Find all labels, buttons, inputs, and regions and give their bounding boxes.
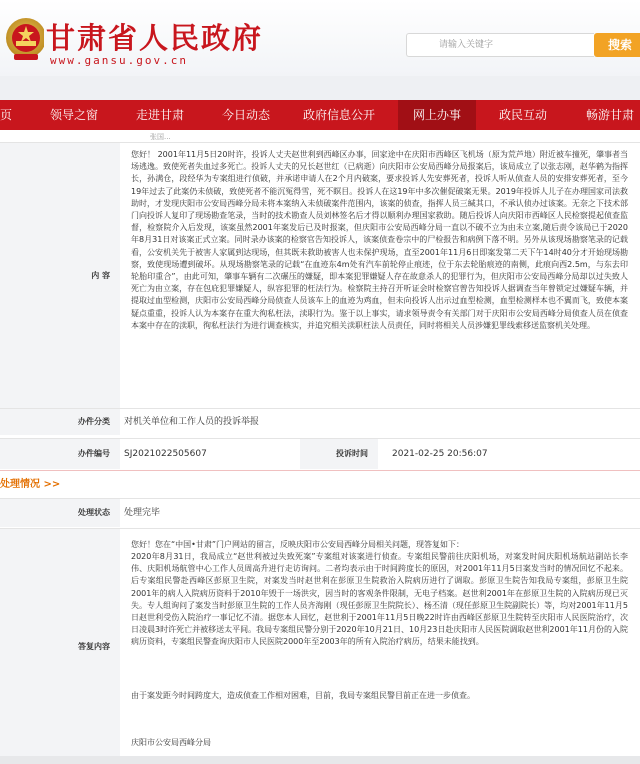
- reply-closing: 由于案发距今时间跨度大，造成侦查工作相对困难，目前，我局专案组民警目前正在进一步侦查。: [131, 691, 475, 700]
- processing-section-title[interactable]: 处理情况 >>: [0, 479, 61, 490]
- content-label: 内 容: [0, 143, 120, 408]
- content-text: 您好！ 2001年11月5日20时许，投诉人丈夫赵世利到西峰区办事，回家途中在庆阳市西峰区飞机场（原为荒芦地）附近被车撞死，肇事者当场逃逸。致使死者失血过多死亡。投诉人丈夫的兄长赵世红（已病逝）向庆阳市公安局西峰分局报案后，该局成立了以张志刚，赵华鹤为指挥长，孙满仓，段经华为专案组进行侦破，并承诺申请人在2个月内破案，要求投诉人先安葬死者，投诉人听从侦查人员的安排安葬死者，至今19年过去了此案仍未侦破，致使死者不能沉冤得雪，死不瞑目。投诉人在这19年中多次催促破案无果。2019年投诉人儿子在办理国家司法救助时，才发现庆阳市公安局西峰分局未将本案纳入未侦破案件范围内，该案的侦查，指挥人员三缄其口，不承认侦办过该案。无奈之下技术部门向投诉人复印了现场勘查笔录，当时的技术勘查人员刘林签名后才得以顺利办理国家救助。随后投诉人向庆阳市西峰区人民检察提起侦查监督，检察院介入后发现，该案虽然2001年案发后已及时报案，但庆阳市公安局西峰分局一直以不破不立为由未立案,随后责令该局已于2020年8月31日对该案正式立案。同时录办该案的检察官告知投诉人，该案侦查卷宗中的尸检报告和病例下落不明。另外从该现场勘察笔录的记载看，公安机关先于被害人家属到达现场，但其既未救助被害人也未保护现场，直至2001年11月6日即案发第二天下午14时40分才开始现场勘察，致使现场遭到破坏。从现场勘察笔录的记载“在血迹东4m处有汽车前轮停止痕迹，位于东去轮胎痕迹的南侧，此痕向西2.5m，与东去印轮胎印重合”，由此可知，肇事车辆有二次碾压的嫌疑，即本案犯罪嫌疑人存在故意杀人的犯罪行为，但庆阳市公安局西峰分局却以过失致人死亡为由立案，存在包庇犯罪嫌疑人，纵容犯罪的枉法行为。检察院主持召开听证会时检察官曾告知投诉人据调查当年曾锁定过嫌疑车辆，并提取过血型检测，庆阳市公安局西峰分局侦查人员该车上的血迹为鸡血，但未向投诉人出示过血型检测，血型检测样本也不翼而飞，致使本案疑点重重，投诉人认为本案存在重大徇私枉法，渎职行为。鉴于以上事实，请求领导责令有关部门对于庆阳市公安局西峰分局侦查人员在侦查本案中存在的渎职，徇私枉法行为进行调查核实，并追究相关渎职枉法人员责任，同时将相关人员涉嫌犯罪线索移送监察机关处理。: [131, 150, 628, 330]
- reply-greeting: 您好！您在“中国•甘肃”门户网站的留言，反映庆阳市公安局西峰分局相关问题，现答复如下：: [131, 540, 465, 549]
- nav-item-about-gansu[interactable]: 走进甘肃: [136, 108, 185, 122]
- nav-item-home[interactable]: 页: [0, 108, 13, 122]
- reply-label: 答复内容: [0, 529, 120, 764]
- national-emblem-icon: [2, 10, 44, 68]
- status-label: 处理状态: [0, 499, 120, 527]
- nav-item-interaction[interactable]: 政民互动: [499, 108, 548, 122]
- nav-item-tourism[interactable]: 畅游甘肃: [586, 108, 635, 122]
- status-row: [0, 498, 640, 527]
- reply-row: [0, 528, 640, 764]
- nav-item-leaders[interactable]: 领导之窗: [50, 108, 99, 122]
- time-label: 投诉时间: [300, 439, 378, 469]
- number-label: 办件编号: [0, 439, 120, 469]
- site-domain: www.gansu.gov.cn: [50, 54, 188, 67]
- site-title[interactable]: 甘肃省人民政府: [46, 21, 264, 55]
- status-value: 处理完毕: [124, 508, 161, 518]
- processing-section-header: [0, 470, 640, 493]
- reply-signature: 庆阳市公安局西峰分局: [131, 738, 211, 747]
- complaint-detail: [0, 130, 640, 764]
- content-row: [0, 142, 640, 408]
- nav-item-online-service[interactable]: 网上办事: [398, 100, 476, 130]
- page-bottom-edge: [0, 756, 640, 764]
- main-nav: [0, 100, 640, 130]
- number-time-row: [0, 438, 640, 469]
- truncated-text: 张国...: [150, 133, 171, 141]
- category-label: 办件分类: [0, 409, 120, 435]
- nav-item-gov-info[interactable]: 政府信息公开: [303, 108, 376, 122]
- category-row: [0, 408, 640, 435]
- search-button[interactable]: 搜索: [594, 33, 640, 57]
- reply-body: 2020年8月31日，我局成立“赵世利被过失致死案”专案组对该案进行侦查。专案组民警前往庆阳机场，对案发时间庆阳机场航站副站长李伟、庆阳机场航管中心工作人员周高升进行走访询问。二者均表示由于时间跨度长的原因，对2001年11月5日案发当时的情况回忆不起来。后专案组民警赴西峰区彭原卫生院，对案发当时赵世利在彭原卫生院救治入院病历进行了调取。彭原卫生院告知我局专案组，彭原卫生院2001年的病人入院病历资料于2010年毁于一场洪灾，因当时的客观条件限制，无电子档案。赵世利2001年在彭原卫生院的入院病历现已灭失。专人组询问了案发当时彭原卫生院的工作人员齐海刚（现任彭原卫生院院长）、杨丕清（现任彭原卫生院副院长）等，均对2001年11月5日赵世利受伤入院治疗一事记忆不清。据您本人回忆，赵世利于2001年11月5日晚22时许由西峰区彭原卫生院转至庆阳市人民医院治疗，次日凌晨3时许死亡并被移送太平间。我局专案组民警分别于2020年10月21日、10月23日赴庆阳市人民医院调取赵世利2001年11月份的入院病历资料，专案组民警查询庆阳市人民医院2000年至2003年的所有入院治疗病历，结果未能找到。: [131, 552, 628, 647]
- number-value: SJ2021022505607: [124, 449, 207, 459]
- time-value: 2021-02-25 20:56:07: [392, 449, 488, 459]
- nav-item-today[interactable]: 今日动态: [222, 108, 271, 122]
- site-header: [0, 0, 640, 76]
- category-value: 对机关单位和工作人员的投诉举报: [124, 417, 260, 427]
- search-input[interactable]: 请输入关键字: [406, 33, 594, 57]
